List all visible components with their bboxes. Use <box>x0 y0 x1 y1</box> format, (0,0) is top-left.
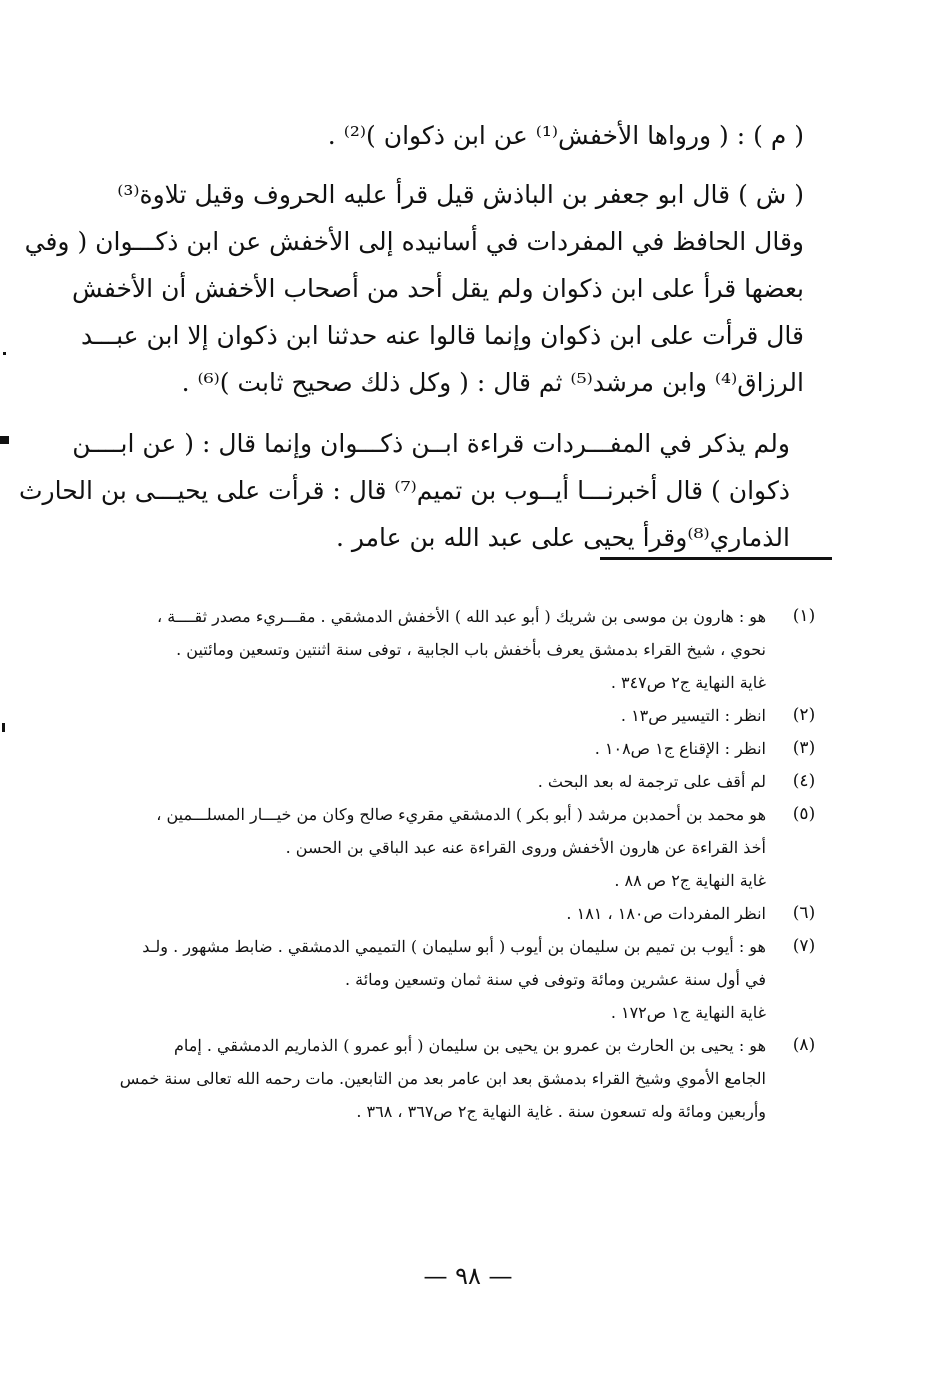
footnote-line: غاية النهاية ج١ ص١٧٢ . <box>610 1003 766 1022</box>
text-line: بعضها قرأ على ابن ذكوان ولم يقل أحد من أصحاب الأخفش أن الأخفش <box>71 274 804 303</box>
text-line: ( ش ) قال ابو جعفر بن الباذش قيل قرأ عليه الحروف وقيل تلاوة⁽³⁾ <box>117 180 804 209</box>
footnote-number: (٤) <box>792 771 816 791</box>
text-line: ولم يذكر في المفـــردات قراءة ابــن ذكـــوان وإنما قال : ( عن ابــــن <box>72 429 790 458</box>
footnote-line: لم أقف على ترجمة له بعد البحث . <box>537 772 766 791</box>
footnotes <box>119 600 828 1128</box>
footnote-line: أخذ القراءة عن هارون الأخفش وروى القراءة عنه عبد الباقي بن الحسن . <box>285 838 766 857</box>
main-text <box>18 112 830 561</box>
scan-mark <box>2 723 5 732</box>
footnote-line: انظر المفردات ص١٨٠ ، ١٨١ . <box>566 904 766 923</box>
footnote-number: (٨) <box>792 1035 816 1055</box>
footnote-line: غاية النهاية ج٢ ص ٨٨ . <box>614 871 766 890</box>
footnote-separator <box>600 557 832 560</box>
footnote <box>128 897 828 930</box>
footnote-line: انظر : التيسير ص١٣ . <box>620 706 766 725</box>
text-line: قال قرأت على ابن ذكوان وإنما قالوا عنه حدثنا ابن ذكوان إلا ابن عبـــد <box>80 321 804 350</box>
text-line: ذكوان ) قال أخبرنـــا أيــوب بن تميم⁽⁷⁾ قال : قرأت على يحيـــى بن الحارث <box>18 476 790 505</box>
footnote <box>128 732 828 765</box>
footnote-number: (٧) <box>792 936 816 956</box>
footnote <box>128 930 828 1029</box>
footnote-line: هو : يحيى بن الحارث بن عمرو بن يحيى بن سليمان ( أبو عمرو ) الذماريم الدمشقي . إمام <box>174 1036 766 1055</box>
scan-mark <box>3 352 6 355</box>
footnote-number: (٥) <box>792 804 816 824</box>
text-line: ( م ) : ( ورواها الأخفش⁽¹⁾ عن ابن ذكوان )⁽²⁾ . <box>327 121 804 150</box>
paragraph-matn <box>130 112 830 159</box>
footnote-line: وأربعين ومائة وله تسعون سنة . غاية النهاية ج٢ ص٣٦٧ ، ٣٦٨ . <box>356 1102 766 1121</box>
text-line: الذماري⁽⁸⁾وقرأ يحيى على عبد الله بن عامر . <box>335 523 790 552</box>
footnote-line: هو : أيوب بن تميم بن سليمان بن أيوب ( أبو سليمان ) التميمي الدمشقي . ضابط مشهور . ولـد <box>142 937 766 956</box>
footnote <box>128 699 828 732</box>
text-line: وقال الحافظ في المفردات في أسانيده إلى الأخفش عن ابن ذكـــوان ( وفي <box>24 227 804 256</box>
paragraph-sharh <box>24 171 830 406</box>
footnote-line: الجامع الأموي وشيخ القراء بدمشق بعد ابن عامر بعد من التابعين. مات رحمه الله تعالى سنة خمس <box>119 1069 766 1088</box>
footnote <box>128 765 828 798</box>
scan-mark <box>0 436 9 444</box>
footnote-line: انظر : الإقناع ج١ ص١٠٨ . <box>594 739 766 758</box>
footnote-line: غاية النهاية ج٢ ص٣٤٧ . <box>610 673 766 692</box>
footnote-line: نحوي ، شيخ القراء بدمشق يعرف بأخفش باب الجابية ، توفى سنة اثنتين وتسعين ومائتين . <box>176 640 766 659</box>
footnote-line: هو محمد بن أحمدبن مرشد ( أبو بكر ) الدمشقي مقريء صالح وكان من خيـــار المسلـــمين ، <box>156 805 766 824</box>
footnote <box>128 600 828 699</box>
footnote <box>128 798 828 897</box>
footnote-line: هو : هارون بن موسى بن شريك ( أبو عبد الله ) الأخفش الدمشقي . مقـــريء مصدر ثقــــة ، <box>156 607 766 626</box>
footnote <box>119 1029 828 1128</box>
footnote-number: (١) <box>792 606 816 626</box>
paragraph-mufradat <box>18 420 830 561</box>
footnote-number: (٣) <box>792 738 816 758</box>
footnote-number: (٦) <box>792 903 816 923</box>
text-line: الرزاق⁽⁴⁾ وابن مرشد⁽⁵⁾ ثم قال : ( وكل ذلك صحيح ثابت )⁽⁶⁾ . <box>181 368 804 397</box>
page-number: — ٩٨ — <box>423 1262 513 1290</box>
footnote-number: (٢) <box>792 705 816 725</box>
footnote-line: في أول سنة عشرين ومائة وتوفى في سنة ثمان وتسعين ومائة . <box>344 970 766 989</box>
